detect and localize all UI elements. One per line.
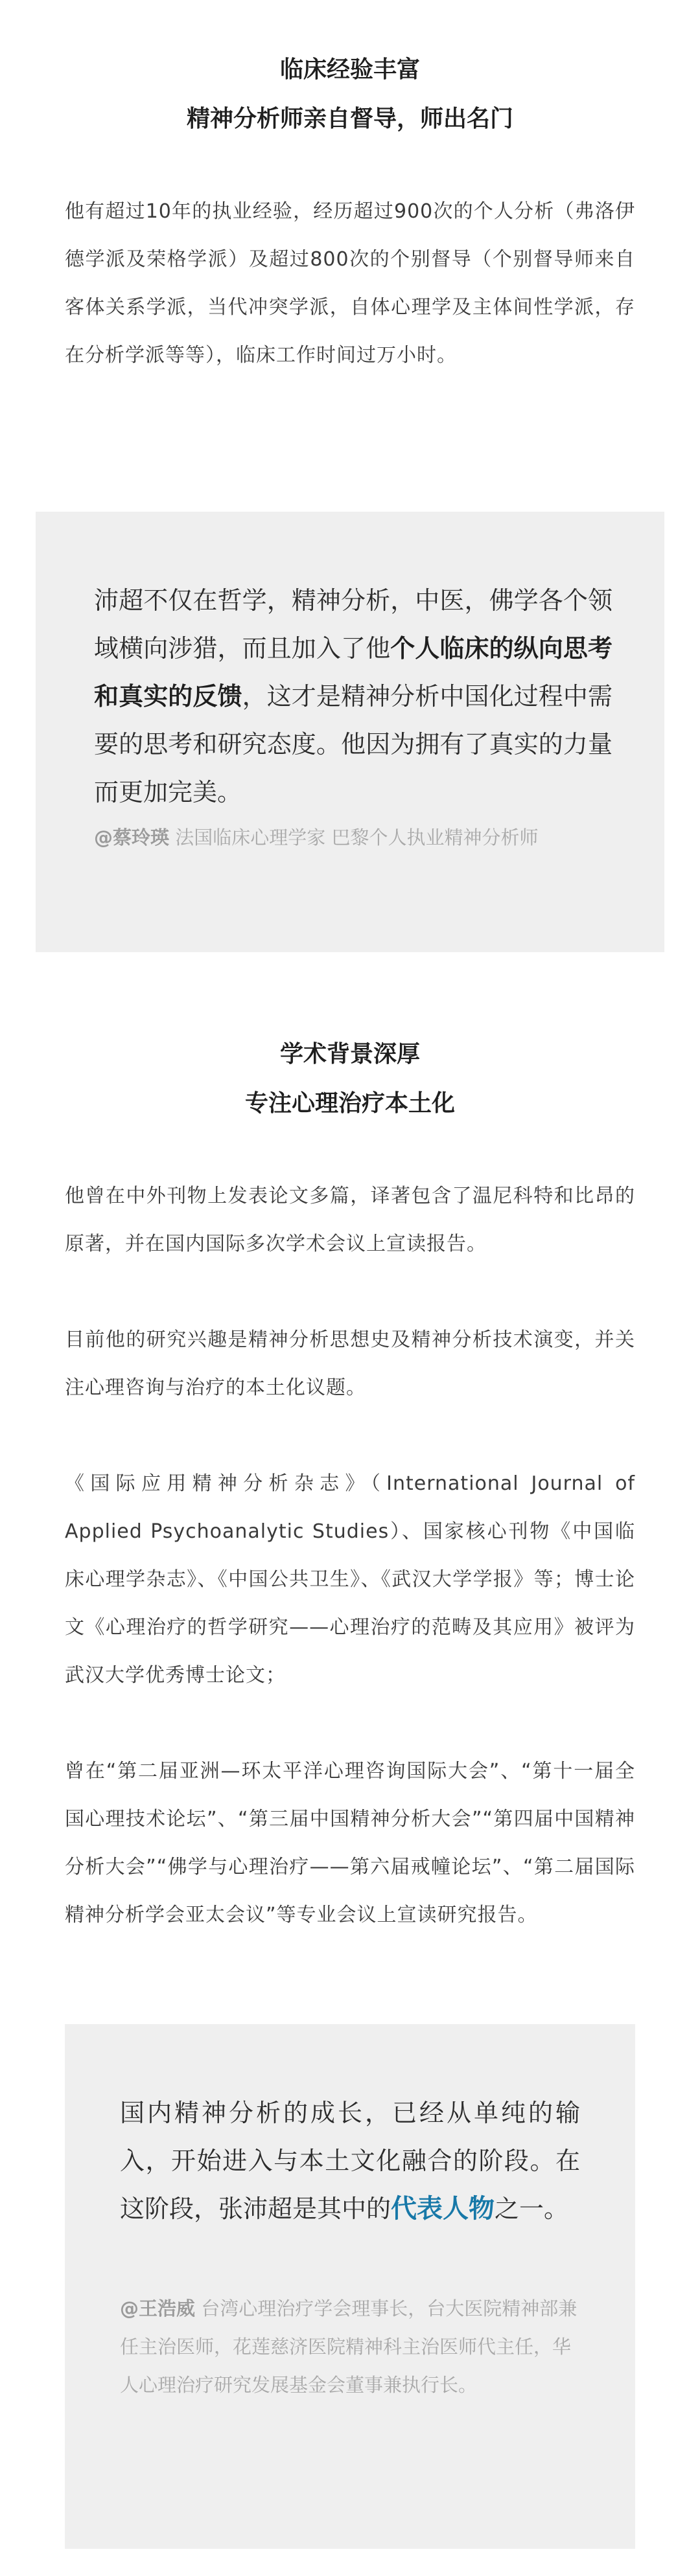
quote-2-text-before: 国内精神分析的成长，已经从单纯的输入，开始进入与本土文化融合的阶段。在这阶段，张沛超是其中的 bbox=[120, 2099, 580, 2223]
section-2-paragraph-4: 曾在“第二届亚洲—环太平洋心理咨询国际大会”、“第十一届全国心理技术论坛”、“第三届中国精神分析大会”“第四届中国精神分析大会”“佛学与心理治疗——第六届戒幢论坛”、“第二届国际精神分析学会亚太会议”等专业会议上宣读研究报告。 bbox=[65, 1760, 635, 1926]
quote-2-author: @王浩威 bbox=[120, 2297, 196, 2320]
quote-1-text bbox=[94, 576, 612, 816]
section-2-title bbox=[0, 1030, 700, 1128]
quote-box-2 bbox=[65, 2024, 635, 2549]
quote-1-attribution bbox=[94, 819, 625, 856]
quote-box-1 bbox=[36, 512, 664, 952]
quote-1-author-title: 法国临床心理学家 巴黎个人执业精神分析师 bbox=[169, 826, 539, 849]
quote-2-text-highlight: 代表人物 bbox=[391, 2194, 495, 2224]
section-2-title-line-1: 学术背景深厚 bbox=[279, 1041, 420, 1067]
section-2-paragraph-2: 目前他的研究兴趣是精神分析思想史及精神分析技术演变，并关注心理咨询与治疗的本土化议题。 bbox=[65, 1328, 635, 1399]
section-2-paragraph-1: 他曾在中外刊物上发表论文多篇，译著包含了温尼科特和比昂的原著，并在国内国际多次学术会议上宣读报告。 bbox=[65, 1185, 635, 1255]
section-2-title-line-2: 专注心理治疗本土化 bbox=[244, 1090, 455, 1117]
section-1-title-line-1: 临床经验丰富 bbox=[279, 56, 420, 83]
quote-2-attribution bbox=[120, 2290, 580, 2404]
quote-2-author-title: 台湾心理治疗学会理事长，台大医院精神部兼任主治医师，花莲慈济医院精神科主治医师代主任，华人心理治疗研究发展基金会董事兼执行长。 bbox=[120, 2297, 578, 2396]
section-1-title-line-2: 精神分析师亲自督导，师出名门 bbox=[186, 106, 513, 132]
quote-2-text-after: 之一。 bbox=[495, 2194, 569, 2223]
quote-1-text-bold: 个人临床的纵向思考和真实的反馈 bbox=[94, 634, 612, 711]
quote-1-text-before: 沛超不仅在哲学，精神分析，中医，佛学各个领域横向涉猎，而且加入了他 bbox=[94, 586, 612, 663]
quote-2-text bbox=[120, 2089, 580, 2233]
quote-1-text-after: ，这才是精神分析中国化过程中需要的思考和研究态度。他因为拥有了真实的力量而更加完美。 bbox=[94, 682, 612, 806]
section-1-title bbox=[0, 45, 700, 144]
section-2-paragraph-3: 《国际应用精神分析杂志》（International Journal of Applied Psychoanalytic Studies）、国家核心刊物《中国临床心理学杂志》、《中国公共卫生》、《武汉大学学报》等；博士论文《心理治疗的哲学研究——心理治疗的范畴及其应用》被评为武汉大学优秀博士论文； bbox=[65, 1472, 635, 1687]
quote-1-author: @蔡玲瑛 bbox=[94, 826, 170, 849]
section-1-paragraph: 他有超过10年的执业经验，经历超过900次的个人分析（弗洛伊德学派及荣格学派）及超过800次的个别督导（个别督导师来自客体关系学派，当代冲突学派，自体心理学及主体间性学派，存在分析学派等等），临床工作时间过万小时。 bbox=[65, 200, 635, 367]
